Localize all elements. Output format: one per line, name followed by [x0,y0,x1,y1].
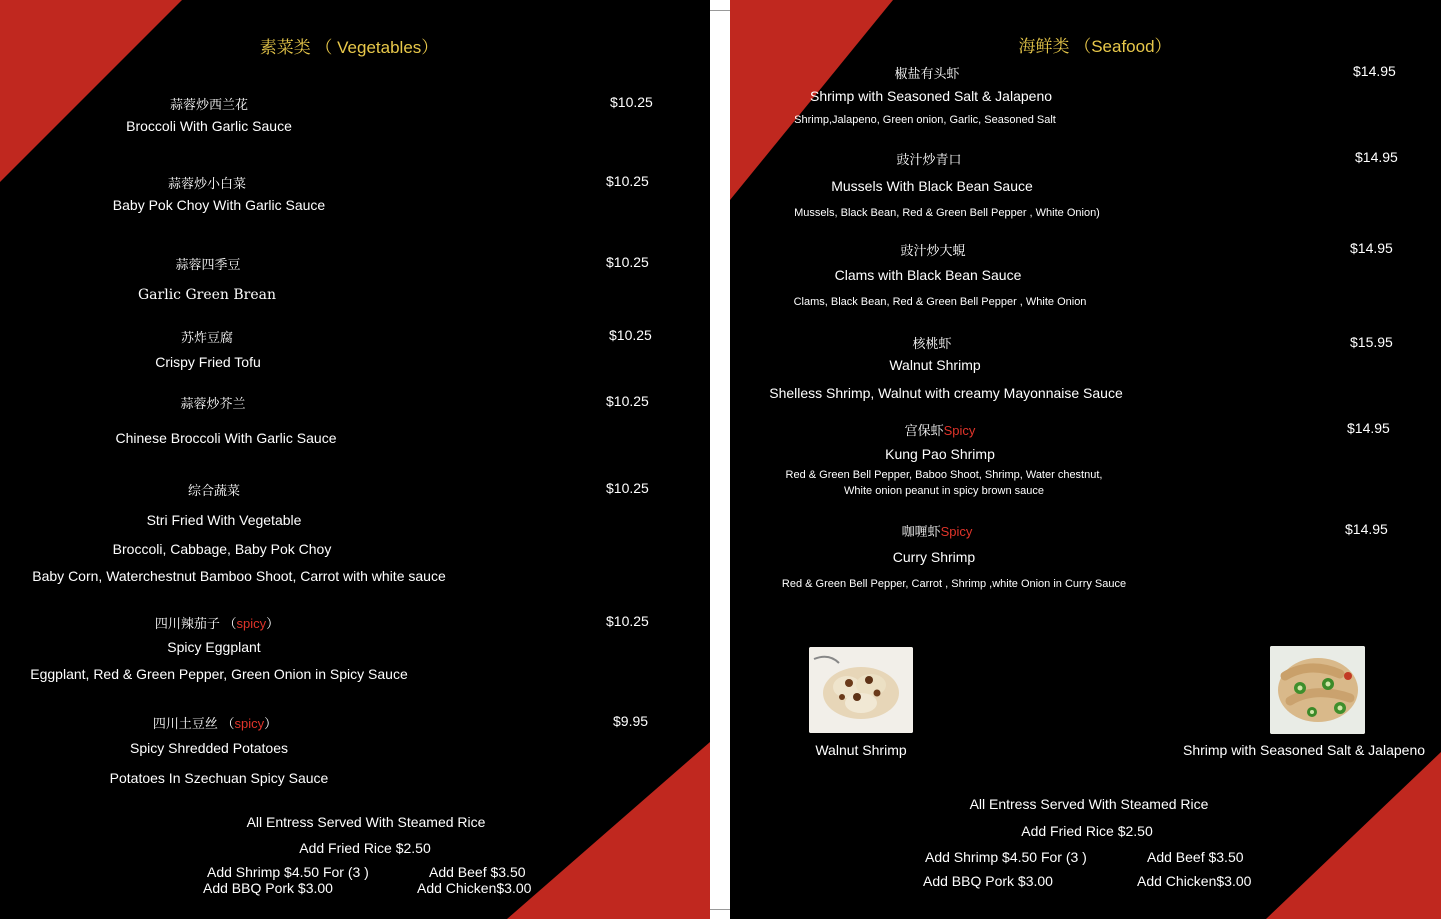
veg-item-price: $10.25 [606,393,649,409]
sea-item-desc: Clams, Black Bean, Red & Green Bell Pepper , White Onion [793,296,1087,308]
add-chicken-note: Add Chicken$3.00 [1137,873,1252,889]
add-shrimp-note: Add Shrimp $4.50 For (3 ) [207,864,369,880]
seafood-title: 海鲜类 （Seafood） [1018,37,1172,56]
sea-item-zh: 椒盐有头虾 [894,66,960,81]
sea-item-price: $14.95 [1347,420,1390,436]
walnut-shrimp-photo [809,647,913,733]
photo-caption: Shrimp with Seasoned Salt & Jalapeno [1182,742,1426,758]
sea-item-en: Curry Shrimp [892,549,976,565]
veg-item-desc: Broccoli, Cabbage, Baby Pok Choy [112,541,332,557]
add-chicken-note: Add Chicken$3.00 [417,880,532,896]
vegetables-title: 素菜类 （ Vegetables） [259,38,439,57]
veg-item-zh: 四川土豆丝 （spicy） [152,716,278,731]
veg-item-en: Stri Fried With Vegetable [146,512,302,528]
sea-item-price: $14.95 [1350,240,1393,256]
veg-item-desc: Eggplant, Red & Green Pepper, Green Onion in Spicy Sauce [30,666,408,682]
veg-item-zh: 苏炸豆腐 [180,330,234,345]
veg-item-price: $10.25 [610,94,653,110]
sea-item-desc: Red & Green Bell Pepper, Baboo Shoot, Shrimp, Water chestnut, [785,469,1103,481]
sea-item-desc: Shrimp,Jalapeno, Green onion, Garlic, Seasoned Salt [794,114,1056,126]
veg-item-desc: Potatoes In Szechuan Spicy Sauce [109,770,329,786]
veg-item-zh: 蒜蓉炒小白菜 [167,176,247,191]
veg-item-en: Spicy Shredded Potatoes [130,740,288,756]
veg-item-en: Crispy Fried Tofu [155,354,261,370]
veg-item-price: $10.25 [606,254,649,270]
veg-item-en: Broccoli With Garlic Sauce [126,118,292,134]
spicy-label: spicy [236,616,267,631]
seafood-page [730,0,1441,919]
sea-item-en: Kung Pao Shrimp [885,446,995,462]
add-beef-note: Add Beef $3.50 [1147,849,1244,865]
photo-caption: Walnut Shrimp [815,742,907,758]
veg-item-price: $10.25 [609,327,652,343]
veg-item-zh: 蒜蓉炒芥兰 [180,396,246,411]
spicy-label: Spicy [940,524,973,539]
red-corner-top-left [0,0,182,182]
add-shrimp-note: Add Shrimp $4.50 For (3 ) [925,849,1087,865]
add-pork-note: Add BBQ Pork $3.00 [203,880,333,896]
sea-item-zh: 咖喱虾Spicy [901,524,973,539]
add-pork-note: Add BBQ Pork $3.00 [923,873,1053,889]
sea-item-price: $14.95 [1345,521,1388,537]
veg-item-zh: 综合蔬菜 [187,483,241,498]
served-note: All Entress Served With Steamed Rice [969,796,1209,812]
vegetables-page [0,0,710,919]
veg-item-desc: Baby Corn, Waterchestnut Bamboo Shoot, Carrot with white sauce [32,568,446,584]
fried-rice-note: Add Fried Rice $2.50 [1021,823,1153,839]
veg-item-en: Garlic Green Brean [137,287,277,303]
veg-item-en: Spicy Eggplant [167,639,261,655]
red-corner-bottom-right [507,742,710,919]
sea-item-desc: Shelless Shrimp, Walnut with creamy Mayonnaise Sauce [769,385,1123,401]
fried-rice-note: Add Fried Rice $2.50 [299,840,431,856]
red-corner-bottom-right [1266,752,1441,919]
salt-jalapeno-shrimp-photo [1270,646,1365,734]
sea-item-en: Clams with Black Bean Sauce [834,267,1022,283]
veg-item-price: $10.25 [606,173,649,189]
veg-item-zh: 蒜蓉四季豆 [175,257,241,272]
sea-item-price: $14.95 [1355,149,1398,165]
add-beef-note: Add Beef $3.50 [429,864,526,880]
veg-item-en: Baby Pok Choy With Garlic Sauce [112,197,326,213]
sea-item-price: $15.95 [1350,334,1393,350]
sea-item-en: Mussels With Black Bean Sauce [831,178,1033,194]
sea-item-price: $14.95 [1353,63,1396,79]
sea-item-en: Shrimp with Seasoned Salt & Jalapeno [809,88,1053,104]
veg-item-price: $10.25 [606,613,649,629]
page-gap-top [710,0,730,11]
veg-item-price: $9.95 [613,713,649,729]
sea-item-desc: White onion peanut in spicy brown sauce [844,485,1044,497]
spicy-label: Spicy [943,423,976,438]
veg-item-zh: 蒜蓉炒西兰花 [169,97,249,112]
sea-item-zh: 宫保虾Spicy [904,423,976,438]
veg-item-en: Chinese Broccoli With Garlic Sauce [115,430,337,446]
sea-item-zh: 豉汁炒大蜆 [900,243,966,258]
sea-item-desc: Red & Green Bell Pepper, Carrot , Shrimp ,white Onion in Curry Sauce [781,578,1127,590]
sea-item-desc: Mussels, Black Bean, Red & Green Bell Pepper , White Onion) [794,207,1100,219]
served-note: All Entress Served With Steamed Rice [246,814,486,830]
sea-item-en: Walnut Shrimp [889,357,981,373]
veg-item-price: $10.25 [606,480,649,496]
page-gap-bottom [710,909,730,920]
veg-item-zh: 四川辣茄子 （spicy） [154,616,280,631]
sea-item-zh: 核桃虾 [912,336,952,351]
spicy-label: spicy [234,716,265,731]
sea-item-zh: 豉汁炒青口 [896,152,962,167]
